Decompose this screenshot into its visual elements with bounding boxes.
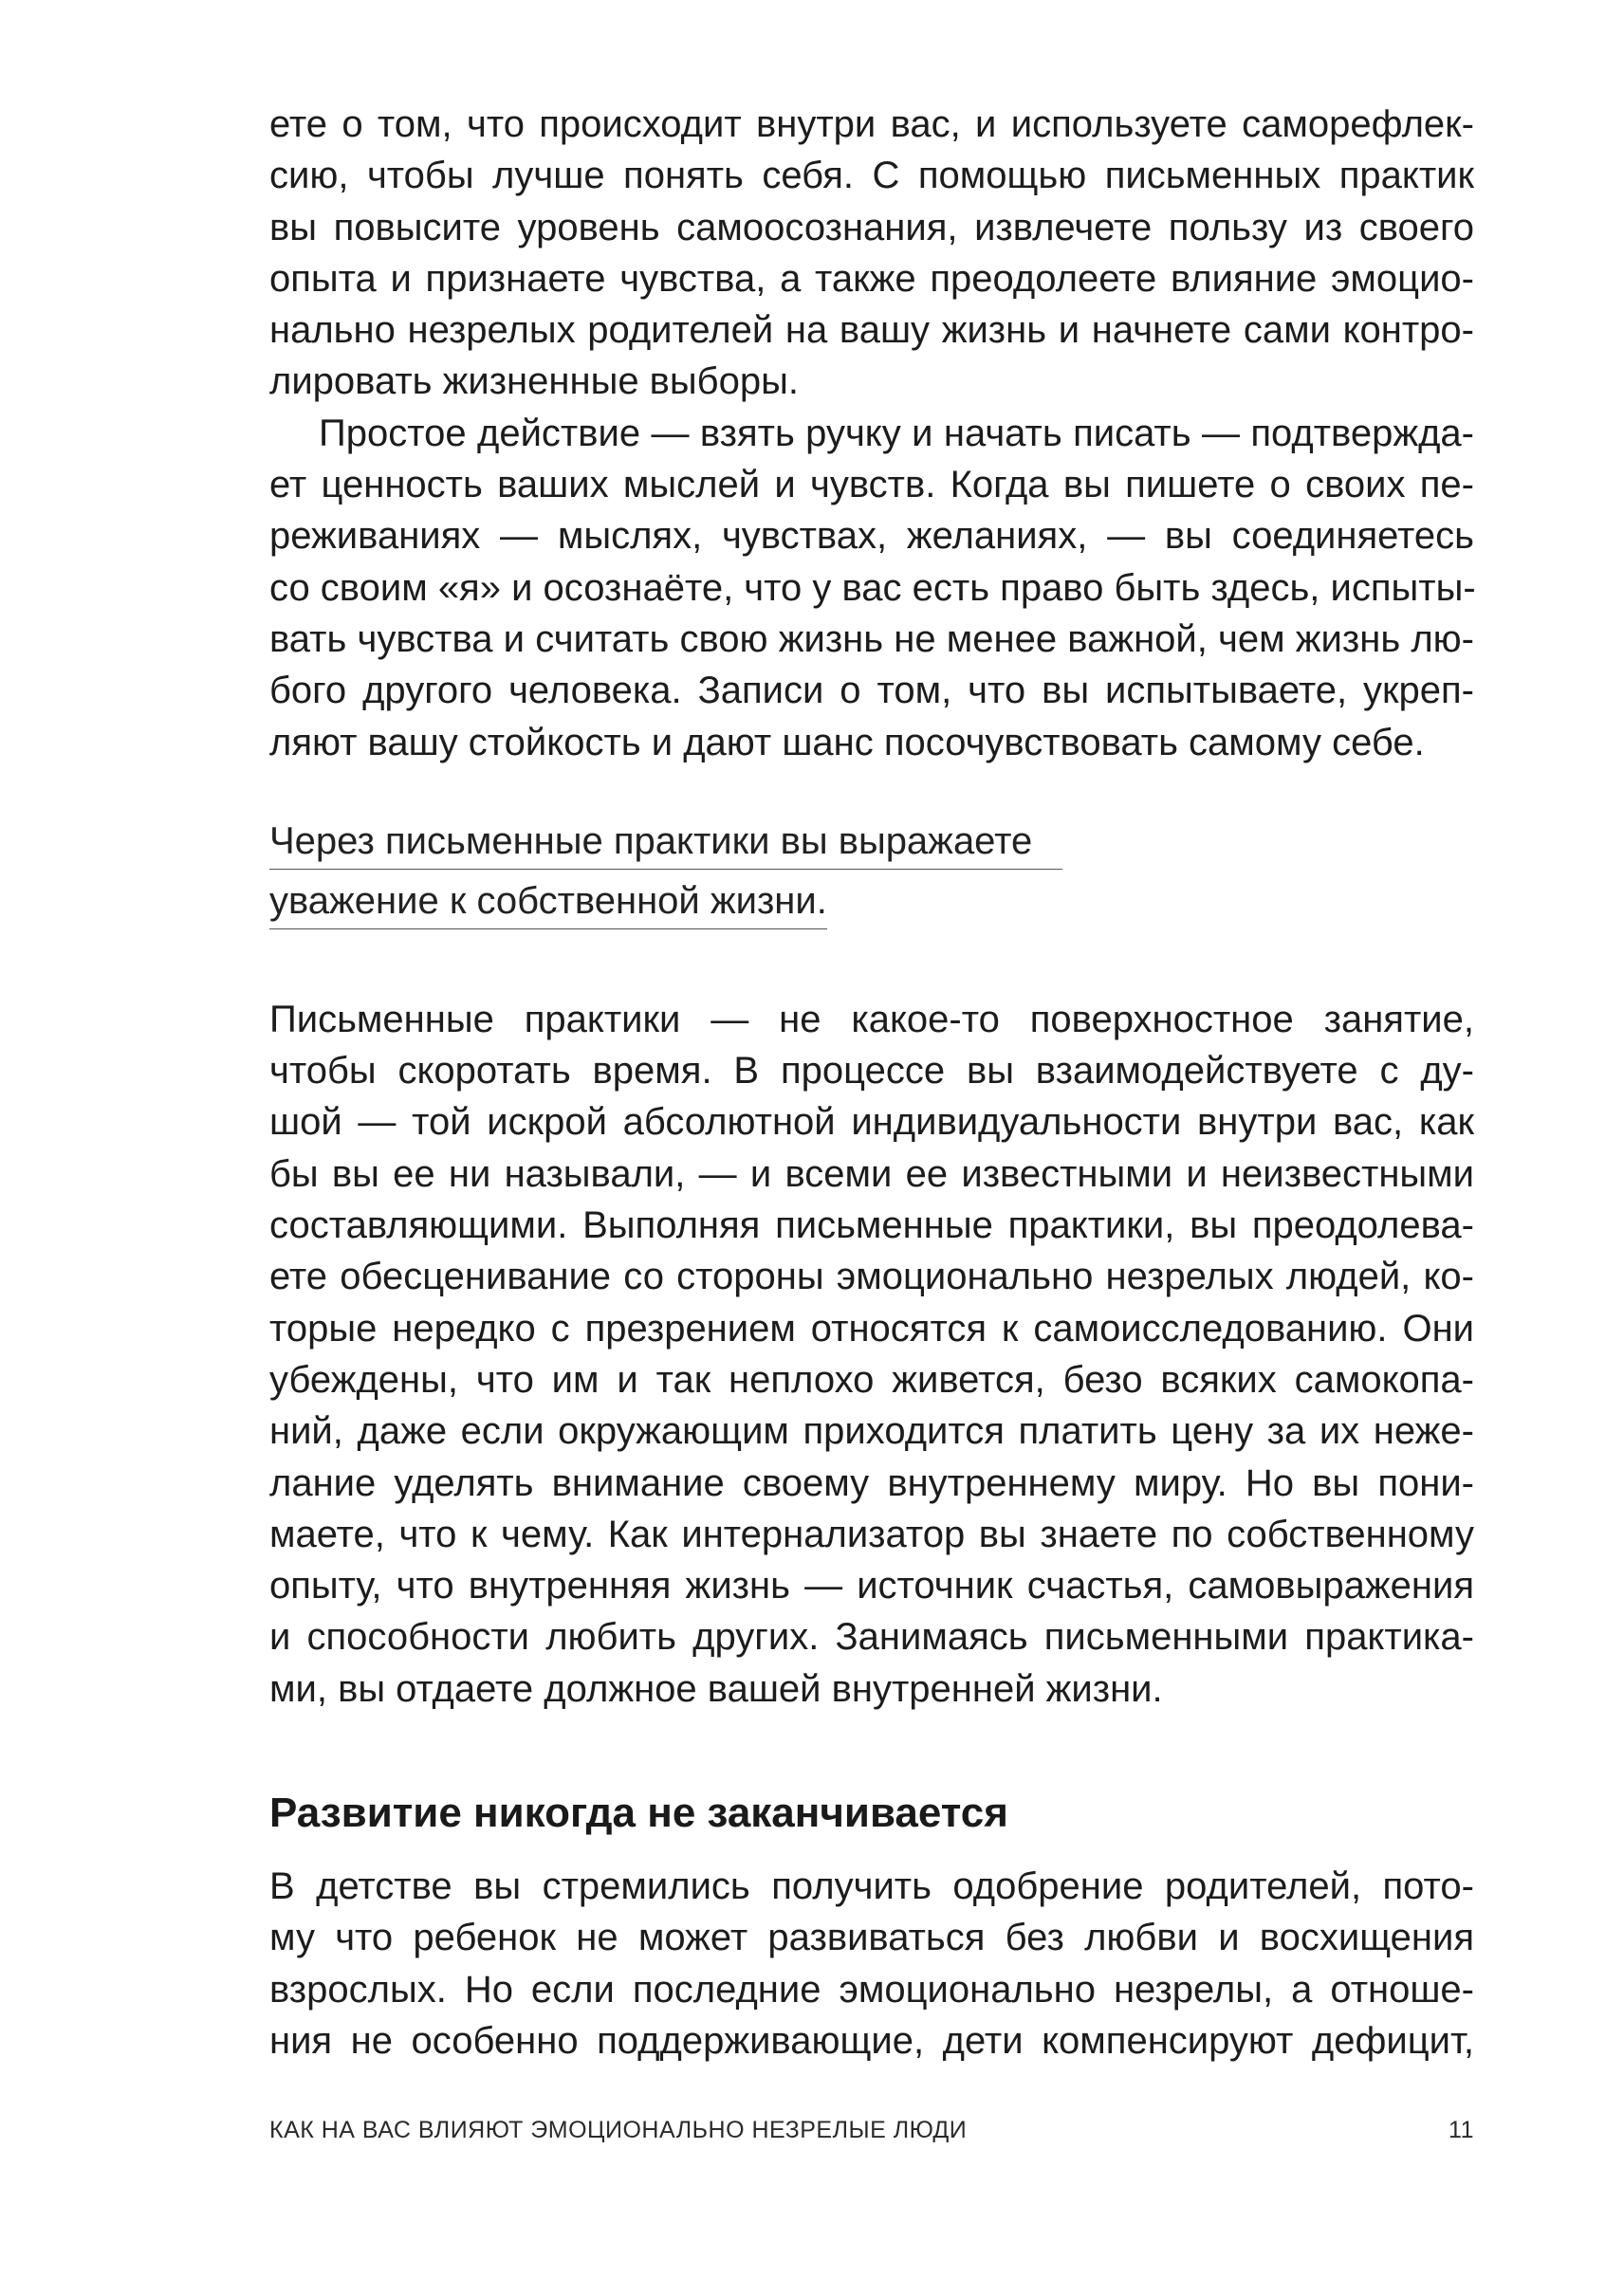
page-footer <box>269 2117 1474 2144</box>
text-line: нально незрелых родителей на вашу жизнь и начнете сами контро- <box>269 309 1474 352</box>
text-line: Простое действие — взять ручку и начать писать — подтвержда- <box>319 412 1474 454</box>
paragraph-4 <box>269 1861 1474 2066</box>
text-line: торые нередко с презрением относятся к самоисследованию. Они <box>269 1307 1474 1350</box>
paragraph-1 <box>269 99 1474 408</box>
page-body <box>269 99 1474 2066</box>
section-heading: Развитие никогда не заканчивается <box>269 1790 1008 1837</box>
page-number: 11 <box>1449 2117 1474 2143</box>
text-line: ния не особенно поддерживающие, дети компенсируют дефицит, <box>269 2019 1474 2062</box>
text-line: взрослых. Но если последние эмоционально незрелы, а отноше- <box>269 1968 1474 2011</box>
text-line: чтобы скоротать время. В процессе вы взаимодействуете с ду- <box>269 1050 1474 1093</box>
pull-quote <box>269 816 1062 935</box>
text-line: лание уделять внимание своему внутреннему миру. Но вы пони- <box>269 1461 1474 1504</box>
paragraph-3 <box>269 994 1474 1715</box>
text-line: ет ценность ваших мыслей и чувств. Когда вы пишете о своих пе- <box>269 464 1474 506</box>
text-line: опыту, что внутренняя жизнь — источник счастья, самовыражения <box>269 1565 1474 1607</box>
text-line: ете обесценивание со стороны эмоционально незрелых людей, ко- <box>269 1256 1474 1298</box>
text-line: убеждены, что им и так неплохо живется, безо всяких самокопа- <box>269 1358 1474 1401</box>
text-line: шой — той искрой абсолютной индивидуальности внутри вас, как <box>269 1101 1474 1144</box>
text-line: и способности любить других. Занимаясь письменными практика- <box>269 1616 1474 1659</box>
text-line: лировать жизненные выборы. <box>269 360 799 403</box>
text-line: вы повысите уровень самоосознания, извлечете пользу из своего <box>269 206 1474 248</box>
text-line: ете о том, что происходит внутри вас, и используете саморефлек- <box>269 103 1474 145</box>
pull-quote-line: Через письменные практики вы выражаете <box>269 816 1062 870</box>
text-line: составляющими. Выполняя письменные практики, вы преодолева- <box>269 1204 1474 1247</box>
text-line: ми, вы отдаете должное вашей внутренней жизни. <box>269 1667 1163 1710</box>
text-line: му что ребенок не может развиваться без любви и восхищения <box>269 1917 1474 1959</box>
text-line: Письменные практики — не какое-то поверхностное занятие, <box>269 998 1474 1040</box>
pull-quote-line: уважение к собственной жизни. <box>269 875 827 929</box>
text-line: ний, даже если окружающим приходится платить цену за их неже- <box>269 1410 1474 1453</box>
running-title: КАК НА ВАС ВЛИЯЮТ ЭМОЦИОНАЛЬНО НЕЗРЕЛЫЕ ЛЮДИ <box>269 2117 968 2143</box>
text-line: ляют вашу стойкость и дают шанс посочувствовать самому себе. <box>269 721 1425 763</box>
text-line: вать чувства и считать свою жизнь не менее важной, чем жизнь лю- <box>269 617 1474 660</box>
text-line: маете, что к чему. Как интернализатор вы знаете по собственному <box>269 1513 1474 1555</box>
text-line: В детстве вы стремились получить одобрение родителей, пото- <box>269 1865 1474 1908</box>
text-line: бы вы ее ни называли, — и всеми ее известными и неизвестными <box>269 1152 1474 1195</box>
text-line: бого другого человека. Записи о том, что вы испытываете, укреп- <box>269 670 1474 712</box>
text-line: опыта и признаете чувства, а также преодолеете влияние эмоцио- <box>269 257 1474 300</box>
paragraph-2 <box>269 408 1474 768</box>
text-line: сию, чтобы лучше понять себя. С помощью письменных практик <box>269 155 1474 197</box>
text-line: со своим «я» и осознаёте, что у вас есть право быть здесь, испыты- <box>269 566 1476 609</box>
text-line: реживаниях — мыслях, чувствах, желаниях, — вы соединяетесь <box>269 515 1474 558</box>
